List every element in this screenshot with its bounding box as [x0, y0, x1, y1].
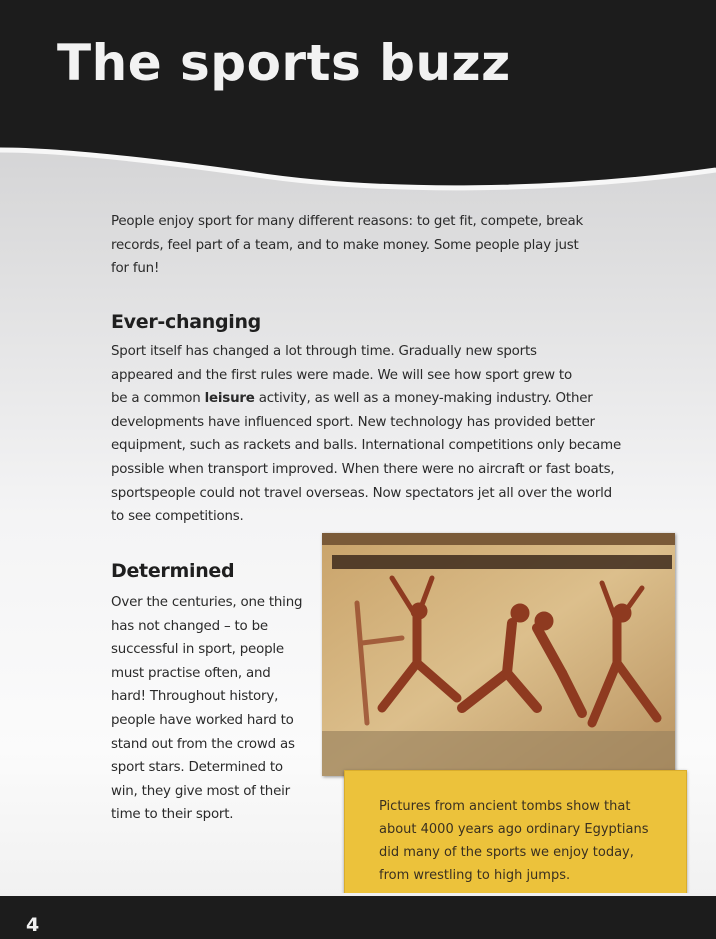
page-title: The sports buzz: [57, 34, 511, 92]
text-line: developments have influenced sport. New technology has provided better: [111, 414, 595, 430]
caption-box: [344, 770, 687, 907]
text-line: stand out from the crowd as: [111, 736, 295, 752]
text-line: has not changed – to be: [111, 618, 268, 634]
text-line: time to their sport.: [111, 807, 234, 823]
intro-paragraph: [111, 210, 583, 281]
text-line: Pictures from ancient tombs show that: [379, 799, 631, 814]
footer-bar: [0, 893, 716, 939]
text-line: equipment, such as rackets and balls. International competitions only became: [111, 438, 622, 454]
text-line: sportspeople could not travel overseas. Now spectators jet all over the world: [111, 485, 612, 501]
text-line: possible when transport improved. When there were no aircraft or fast boats,: [111, 461, 615, 477]
text-line: about 4000 years ago ordinary Egyptians: [379, 822, 649, 837]
text-line: [111, 387, 621, 411]
heading-ever-changing: Ever-changing: [111, 311, 261, 333]
page-number: 4: [26, 914, 40, 936]
text-line: People enjoy sport for many different reasons: to get fit, compete, break: [111, 214, 584, 229]
text-segment: be a common: [111, 391, 205, 407]
text-segment: activity, as well as a money-making industry. Other: [254, 391, 593, 407]
text-line: Over the centuries, one thing: [111, 595, 303, 610]
text-line: to see competitions.: [111, 509, 244, 525]
text-line: sport stars. Determined to: [111, 760, 283, 776]
text-line: Sport itself has changed a lot through time. Gradually new sports: [111, 344, 537, 359]
header-wave: [0, 0, 716, 200]
text-line: records, feel part of a team, and to make money. Some people play just: [111, 237, 579, 253]
glossary-term-leisure: leisure: [204, 391, 255, 407]
heading-determined: Determined: [111, 560, 235, 582]
text-line: for fun!: [111, 261, 160, 277]
text-line: from wrestling to high jumps.: [379, 868, 571, 883]
text-line: people have worked hard to: [111, 712, 294, 728]
caption-text: [379, 795, 648, 887]
text-line: win, they give most of their: [111, 783, 290, 799]
egyptian-tomb-painting-image: [322, 533, 675, 776]
text-line: must practise often, and: [111, 665, 271, 681]
header-banner: [0, 0, 716, 200]
determined-paragraph: [111, 591, 302, 827]
text-line: appeared and the first rules were made. We will see how sport grew to: [111, 367, 572, 383]
text-line: did many of the sports we enjoy today,: [379, 845, 634, 860]
ever-changing-paragraph: [111, 340, 621, 529]
text-line: hard! Throughout history,: [111, 689, 279, 705]
text-line: successful in sport, people: [111, 642, 284, 658]
